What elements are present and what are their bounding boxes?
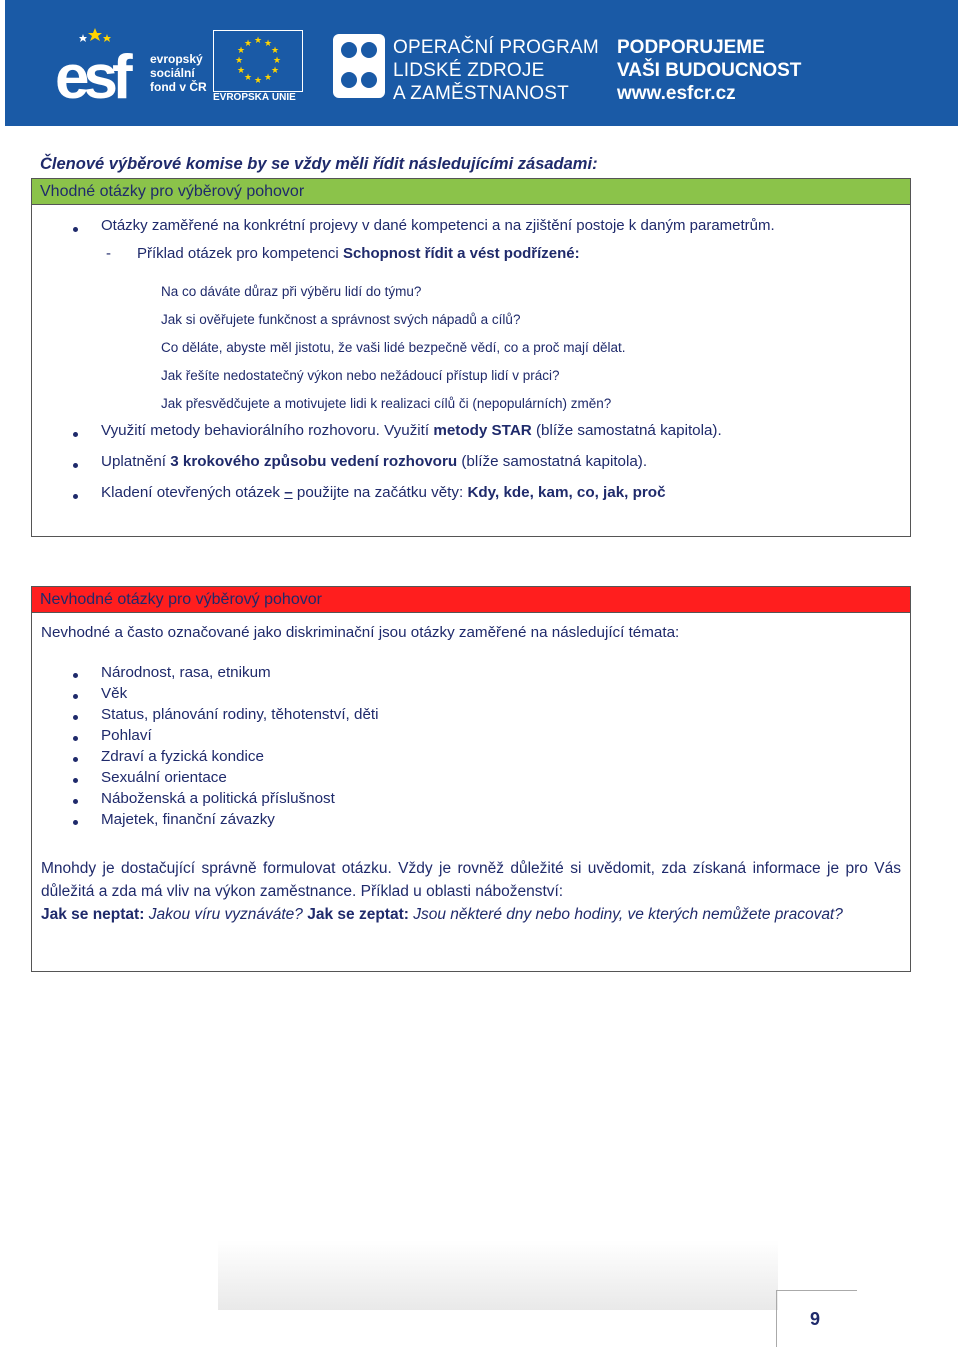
question-1: Na co dáváte důraz při výběru lidí do týmu? <box>161 284 422 299</box>
slogan-website-link[interactable]: www.esfcr.cz <box>617 83 736 104</box>
bullet-icon <box>73 736 78 741</box>
esf-line-1: evropský <box>150 52 203 66</box>
bullet-4-text-c: použijte na začátku věty: <box>292 484 468 501</box>
svg-text:★: ★ <box>244 73 253 83</box>
svg-text:★: ★ <box>237 46 246 56</box>
unsuitable-paragraph: Mnohdy je dostačující správně formulovat otázku. Vždy je rovněž důležité si uvědomit, zda získaná informace je pro Vás důležitá a zda má vliv na výkon zaměstnance. Příklad u oblasti náboženství: <box>41 860 901 900</box>
unsuitable-questions-box <box>31 586 911 972</box>
suitable-bullet-3 <box>101 453 647 470</box>
program-name <box>393 36 599 105</box>
topic-4: Pohlaví <box>101 727 152 744</box>
suitable-bullet-4 <box>101 484 666 501</box>
svg-text:★: ★ <box>235 56 244 66</box>
example-competence: Schopnost řídit a vést podřízené: <box>342 245 580 262</box>
bullet-4-dash: – <box>284 484 293 501</box>
bullet-3-text-a: Uplatnění <box>101 453 171 470</box>
esf-line-3: fond v ČR <box>150 80 207 94</box>
question-5: Jak přesvědčujete a motivujete lidi k realizaci cílů či (nepopulárních) změn? <box>161 396 612 411</box>
page-number: 9 <box>810 1309 821 1329</box>
ask-good-example: Jsou některé dny nebo hodiny, ve kterých nemůžete pracovat? <box>408 906 843 923</box>
suitable-questions-box <box>31 178 911 537</box>
ask-good-label: Jak se zeptat: <box>302 906 409 923</box>
suitable-questions-title: Vhodné otázky pro výběrový pohovor <box>32 179 910 205</box>
bullet-icon <box>73 432 78 437</box>
topic-6: Sexuální orientace <box>101 769 227 786</box>
unsuitable-questions-title: Nevhodné otázky pro výběrový pohovor <box>32 587 910 613</box>
bullet-icon <box>73 715 78 720</box>
topic-7: Náboženská a politická příslušnost <box>101 790 335 807</box>
bullet-4-text-a: Kladení otevřených otázek <box>101 484 285 501</box>
page-number-box <box>776 1290 857 1347</box>
svg-text:★: ★ <box>271 46 280 56</box>
bullet-icon <box>73 820 78 825</box>
bullet-icon <box>73 799 78 804</box>
question-2: Jak si ověřujete funkčnost a správnost svých nápadů a cílů? <box>161 312 521 327</box>
topic-1: Národnost, rasa, etnikum <box>101 664 271 681</box>
slogan-line-1: PODPORUJEME <box>617 37 765 58</box>
slogan <box>617 36 801 105</box>
question-3: Co děláte, abyste měl jistotu, že vaši lidé bezpečně vědí, co a proč mají dělat. <box>161 340 626 355</box>
svg-text:★: ★ <box>271 66 280 76</box>
page-footer-shadow <box>218 1240 778 1310</box>
esf-line-2: sociální <box>150 66 195 80</box>
bullet-icon <box>73 463 78 468</box>
svg-text:★: ★ <box>273 56 282 66</box>
topic-8: Majetek, finanční závazky <box>101 811 275 828</box>
svg-text:esf: esf <box>55 43 127 104</box>
bullet-4-words: Kdy, kde, kam, co, jak, proč <box>467 484 666 501</box>
bullet-3-text-c: (blíže samostatná kapitola). <box>457 453 648 470</box>
example-question-paragraph <box>41 903 901 926</box>
ask-label: Jak se neptat: <box>41 906 145 923</box>
bullet-icon <box>73 694 78 699</box>
bullet-icon <box>73 757 78 762</box>
bullet-2-text-c: (blíže samostatná kapitola). <box>531 422 722 439</box>
example-line <box>137 245 580 262</box>
svg-text:★: ★ <box>254 76 263 86</box>
esf-logo-text <box>150 52 207 94</box>
svg-text:★: ★ <box>264 73 273 83</box>
example-intro: Příklad otázek pro kompetenci <box>137 245 343 262</box>
unsuitable-intro: Nevhodné a často označované jako diskriminační jsou otázky zaměřené na následující témata: <box>41 624 680 641</box>
bullet-2-text-a: Využití metody behaviorálního rozhovoru. Využití <box>101 422 434 439</box>
question-4: Jak řešíte nedostatečný výkon nebo nežádoucí přístup lidí v práci? <box>161 368 560 383</box>
bullet-icon <box>73 778 78 783</box>
svg-text:★: ★ <box>264 39 273 49</box>
eu-label: EVROPSKÁ UNIE <box>213 92 296 103</box>
svg-text:★: ★ <box>237 66 246 76</box>
svg-text:★: ★ <box>244 39 253 49</box>
topic-2: Věk <box>101 685 128 702</box>
page-heading: Členové výběrové komise by se vždy měli řídit následujícími zásadami: <box>40 155 598 173</box>
bullet-icon <box>73 673 78 678</box>
slogan-line-2: VAŠI BUDOUCNOST <box>617 60 802 81</box>
suitable-bullet-2 <box>101 422 722 439</box>
dash-marker: - <box>106 245 111 262</box>
ask-bad-example: Jakou víru vyznáváte? <box>144 906 303 923</box>
topic-3: Status, plánování rodiny, těhotenství, děti <box>101 706 379 723</box>
esf-logo-icon <box>55 24 147 104</box>
bullet-3-method: 3 krokového způsobu vedení rozhovoru <box>170 453 458 470</box>
topic-5: Zdraví a fyzická kondice <box>101 748 264 765</box>
bullet-icon <box>73 494 78 499</box>
program-line-1: OPERAČNÍ PROGRAM <box>393 37 599 58</box>
svg-text:★: ★ <box>254 36 263 46</box>
header-banner <box>5 0 958 126</box>
bullet-icon <box>73 227 78 232</box>
eu-flag-icon <box>213 30 303 92</box>
program-line-3: A ZAMĚSTNANOST <box>393 83 569 104</box>
program-logo-icon <box>331 32 387 100</box>
program-line-2: LIDSKÉ ZDROJE <box>393 60 545 81</box>
suitable-bullet-1: Otázky zaměřené na konkrétní projevy v dané kompetenci a na zjištění postoje k daným parametrům. <box>101 217 775 234</box>
bullet-2-star: metody STAR <box>433 422 532 439</box>
